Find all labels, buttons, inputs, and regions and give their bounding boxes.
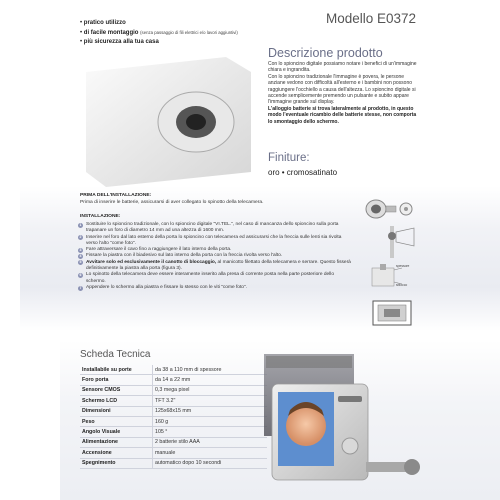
install-step: 6 Lo spinotto della telecamera deve essere interamente inserito alla presa di corrente posta nella parte posteriore dello schermo. [79,272,334,284]
figure-label-top: spessore [396,264,410,268]
description-title: Descrizione prodotto [268,46,383,60]
install-step: 7 Appendere lo schermo alla piastra e fissare lo stesso con le viti "come foto". [79,284,247,290]
bullet-2: • di facile montaggio (senza passaggio di fili elettrici e/o lavori aggiuntivi) [80,30,238,36]
bullet-3: • più sicurezza alla tua casa [80,39,159,45]
table-row: Schermo LCD TFT 3.2" [80,396,267,406]
figure-door-mount [380,224,420,260]
table-row: Spegnimento automatico dopo 10 secondi [80,458,267,468]
install-step: 3 Fare attraversare il cavo fino a raggiungere il lato interno della porta. [79,247,232,253]
table-row: Installabile su porte da 38 a 110 mm di spessore [80,365,267,375]
pre-install-text: Prima di inserire le batterie, assicurarsi di aver collegato lo spinotto della telecamera. [80,200,264,205]
install-step: 4 Fissare la piastra con il biadesivo sul lato interno della porta con la freccia rivolta verso l'alto. [79,253,283,259]
description-text [268,61,418,125]
pre-install-title: PRIMA DELL'INSTALLAZIONE: [80,193,152,198]
description-paragraph-3: L'alloggio batterie si trova lateralmente al prodotto, in questo modo l'eventuale ricambio delle batterie stesse, non comporta lo smontaggio dello schermo. [268,105,417,125]
description-paragraph-2: Con lo spioncino tradizionale l'immagine è povera, le persone anziane vedono con difficoltà all'esterno e i bambini non possono raggiungere l'occhiello a causa dell'altezza. Lo spioncino digitale si accende semplicemente premendo un pulsante e subito appare l'immagine grande sul display. [268,73,416,106]
spec-table [80,365,267,469]
model-title: Modello E0372 [326,11,417,26]
table-row: Angolo Visuale 105 ° [80,427,267,437]
table-row: Sensore CMOS 0,3 mega pixel [80,385,267,395]
figure-label-bottom: sblocco [396,283,408,287]
table-row: Peso 160 g [80,416,267,426]
bullet-1: • pratico utilizzo [80,20,126,26]
finishes-title: Finiture: [268,152,310,164]
table-row: Accensione manuale [80,448,267,458]
install-step: 5 Avvitare solo ed esclusivamente il canotto di bloccaggio, al manicotto filettato della telecamera e serrare. Questo fisserà definitivamente la piastra alla porta (figura 3). [79,259,351,272]
table-row: Dimensioni 125x68x15 mm [80,406,267,416]
install-steps [78,222,354,291]
finishes-text: oro • cromosatinato [268,168,338,177]
product-photo-top [76,52,258,192]
description-paragraph-1: Con lo spioncino digitale possiamo notare i benefici di un'immagine chiara e ingrandita. [268,61,417,74]
table-row: Alimentazione 2 batterie stilo AAA [80,437,267,447]
product-photo-device [262,350,422,490]
install-title: INSTALLAZIONE: [80,214,121,219]
feature-bullets [80,19,280,47]
install-step: 1 Sostituire lo spioncino tradizionale, con lo spioncino digitale "VI.TEL.", nel caso di mancanza dello spioncino sulla porta trapanare un foro di diametro 14 mm ad una altezza di 1600 mm. [79,222,339,234]
spec-sheet-title: Scheda Tecnica [80,349,151,360]
install-step: 2 Inserire nel foro dal lato esterno della porta lo spioncino con telecamera ed assicurarsi che la freccia sulle lenti sia rivolta verso l'alto "come foto". [79,234,342,246]
table-row: Foro porta da 14 a 22 mm [80,375,267,385]
figure-screen [372,300,412,326]
figure-viewer-parts [362,196,418,222]
